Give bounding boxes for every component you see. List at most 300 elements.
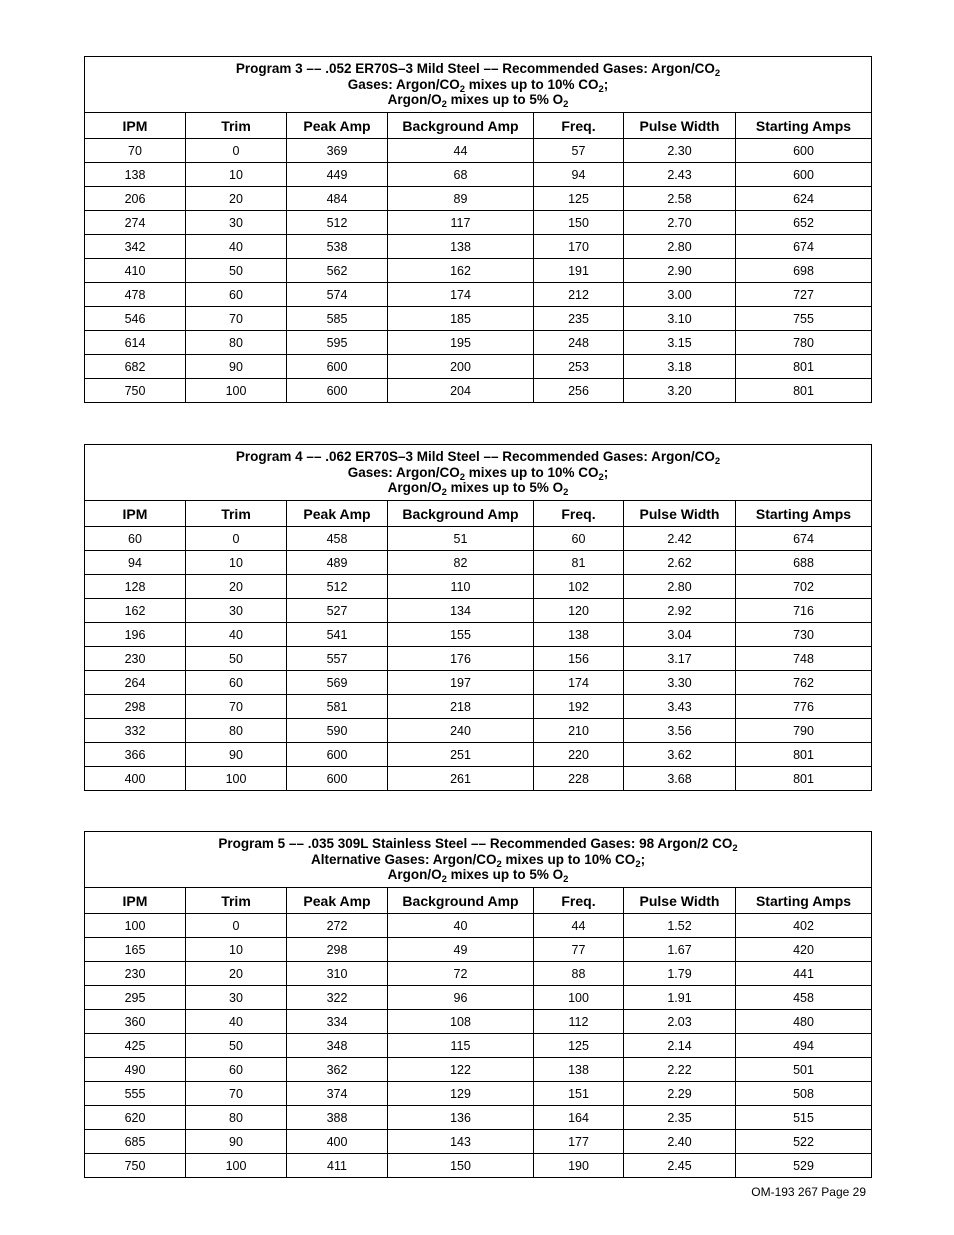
table-cell: 20 [186, 575, 287, 599]
table-row [85, 719, 872, 743]
table-cell: 0 [186, 914, 287, 938]
table-cell: 762 [736, 671, 872, 695]
table-cell: 143 [388, 1130, 534, 1154]
table-row [85, 331, 872, 355]
table-cell: 117 [388, 211, 534, 235]
table-cell: 120 [534, 599, 624, 623]
table-cell: 1.79 [624, 962, 736, 986]
table-row [85, 379, 872, 403]
table-cell: 197 [388, 671, 534, 695]
table-row [85, 1058, 872, 1082]
table-cell: 716 [736, 599, 872, 623]
table-cell: 400 [85, 767, 186, 791]
subscript-2: 2 [598, 83, 604, 95]
table-cell: 755 [736, 307, 872, 331]
table-row [85, 1130, 872, 1154]
table-row [85, 1106, 872, 1130]
table-cell: 206 [85, 187, 186, 211]
table-cell: 698 [736, 259, 872, 283]
table-cell: 2.45 [624, 1154, 736, 1178]
table-cell: 60 [186, 671, 287, 695]
table-row [85, 551, 872, 575]
table-cell: 776 [736, 695, 872, 719]
table-cell: 411 [287, 1154, 388, 1178]
table-cell: 3.20 [624, 379, 736, 403]
table-cell: 490 [85, 1058, 186, 1082]
table-cell: 90 [186, 743, 287, 767]
table-cell: 192 [534, 695, 624, 719]
table-cell: 10 [186, 163, 287, 187]
table-cell: 512 [287, 211, 388, 235]
table-cell: 108 [388, 1010, 534, 1034]
table-cell: 10 [186, 551, 287, 575]
title-line3-part: Argon/O [387, 92, 442, 108]
table-cell: 541 [287, 623, 388, 647]
table-cell: 60 [186, 283, 287, 307]
table-cell: 129 [388, 1082, 534, 1106]
table-cell: 155 [388, 623, 534, 647]
table-row [85, 163, 872, 187]
table-cell: 50 [186, 1034, 287, 1058]
table-cell: 562 [287, 259, 388, 283]
column-header: Freq. [534, 113, 624, 139]
table-cell: 174 [388, 283, 534, 307]
table-cell: 210 [534, 719, 624, 743]
table-cell: 100 [186, 379, 287, 403]
column-header: Trim [186, 888, 287, 914]
table-cell: 40 [388, 914, 534, 938]
table-row [85, 938, 872, 962]
table-cell: 100 [534, 986, 624, 1010]
column-header: Starting Amps [736, 501, 872, 527]
table-row [85, 914, 872, 938]
table-row [85, 647, 872, 671]
table-cell: 0 [186, 527, 287, 551]
subscript-2: 2 [563, 99, 569, 111]
table-cell: 600 [736, 163, 872, 187]
table-cell: 150 [388, 1154, 534, 1178]
table-cell: 2.29 [624, 1082, 736, 1106]
table-cell: 230 [85, 647, 186, 671]
table-cell: 334 [287, 1010, 388, 1034]
table-cell: 49 [388, 938, 534, 962]
table-cell: 136 [388, 1106, 534, 1130]
table-cell: 614 [85, 331, 186, 355]
table-cell: 204 [388, 379, 534, 403]
table-cell: 3.15 [624, 331, 736, 355]
program-title [85, 832, 872, 888]
table-cell: 138 [85, 163, 186, 187]
table-cell: 240 [388, 719, 534, 743]
table-cell: 125 [534, 187, 624, 211]
table-cell: 508 [736, 1082, 872, 1106]
table-cell: 400 [287, 1130, 388, 1154]
table-cell: 122 [388, 1058, 534, 1082]
title-line2-part: Alternative Gases: Argon/CO [310, 851, 497, 867]
table-row [85, 527, 872, 551]
table-cell: 3.68 [624, 767, 736, 791]
table-cell: 557 [287, 647, 388, 671]
column-header: Background Amp [388, 113, 534, 139]
table-row [85, 671, 872, 695]
table-cell: 274 [85, 211, 186, 235]
table-cell: 70 [186, 695, 287, 719]
table-cell: 100 [85, 914, 186, 938]
title-line2-part: Gases: Argon/CO [347, 464, 460, 480]
table-cell: 489 [287, 551, 388, 575]
program-title [85, 57, 872, 113]
table-cell: 70 [85, 139, 186, 163]
table-row [85, 211, 872, 235]
table-cell: 322 [287, 986, 388, 1010]
table-cell: 410 [85, 259, 186, 283]
table-cell: 801 [736, 355, 872, 379]
table-cell: 600 [287, 743, 388, 767]
page-footer: OM-193 267 Page 29 [751, 1185, 866, 1199]
table-cell: 748 [736, 647, 872, 671]
table-cell: 298 [85, 695, 186, 719]
table-cell: 348 [287, 1034, 388, 1058]
subscript-2: 2 [714, 68, 721, 80]
table-cell: 228 [534, 767, 624, 791]
table-cell: 162 [85, 599, 186, 623]
table-cell: 50 [186, 647, 287, 671]
program-table [84, 444, 872, 791]
table-cell: 2.70 [624, 211, 736, 235]
table-cell: 185 [388, 307, 534, 331]
table-cell: 574 [287, 283, 388, 307]
table-cell: 555 [85, 1082, 186, 1106]
table-row [85, 575, 872, 599]
table-cell: 253 [534, 355, 624, 379]
table-cell: 212 [534, 283, 624, 307]
table-row [85, 599, 872, 623]
table-cell: 780 [736, 331, 872, 355]
column-header: Trim [186, 113, 287, 139]
table-cell: 138 [388, 235, 534, 259]
table-cell: 538 [287, 235, 388, 259]
table-cell: 90 [186, 1130, 287, 1154]
table-cell: 176 [388, 647, 534, 671]
table-row [85, 695, 872, 719]
table-cell: 674 [736, 527, 872, 551]
title-line2-part: ; [603, 76, 609, 92]
table-row [85, 283, 872, 307]
column-header: Pulse Width [624, 113, 736, 139]
table-cell: 581 [287, 695, 388, 719]
header-row [85, 113, 872, 139]
title-line2-part: mixes up to 10% CO [501, 851, 636, 867]
table-cell: 81 [534, 551, 624, 575]
table-cell: 2.35 [624, 1106, 736, 1130]
subscript-2: 2 [459, 471, 465, 483]
title-line2-part: ; [640, 851, 646, 867]
table-cell: 2.80 [624, 575, 736, 599]
table-row [85, 1010, 872, 1034]
table-cell: 261 [388, 767, 534, 791]
subscript-2: 2 [598, 471, 604, 483]
column-header: IPM [85, 888, 186, 914]
table-cell: 441 [736, 962, 872, 986]
subscript-2: 2 [563, 874, 569, 886]
table-cell: 369 [287, 139, 388, 163]
table-cell: 332 [85, 719, 186, 743]
table-cell: 248 [534, 331, 624, 355]
table-cell: 138 [534, 1058, 624, 1082]
column-header: Freq. [534, 501, 624, 527]
column-header: Peak Amp [287, 501, 388, 527]
column-header: Peak Amp [287, 888, 388, 914]
subscript-2: 2 [635, 858, 641, 870]
table-cell: 162 [388, 259, 534, 283]
table-cell: 449 [287, 163, 388, 187]
column-header: Background Amp [388, 501, 534, 527]
table-cell: 89 [388, 187, 534, 211]
table-cell: 3.10 [624, 307, 736, 331]
program-title [85, 445, 872, 501]
table-cell: 494 [736, 1034, 872, 1058]
table-row [85, 986, 872, 1010]
table-cell: 235 [534, 307, 624, 331]
table-cell: 801 [736, 767, 872, 791]
table-cell: 420 [736, 938, 872, 962]
table-row [85, 623, 872, 647]
table-row [85, 187, 872, 211]
title-line1: Program 5 –– .035 309L Stainless Steel –– Recommended Gases: 98 Argon/2 CO [218, 836, 733, 852]
table-cell: 342 [85, 235, 186, 259]
table-cell: 3.62 [624, 743, 736, 767]
table-cell: 458 [736, 986, 872, 1010]
title-line3-part: mixes up to 5% O [446, 867, 564, 883]
subscript-2: 2 [441, 487, 447, 499]
table-cell: 174 [534, 671, 624, 695]
table-cell: 80 [186, 1106, 287, 1130]
table-cell: 484 [287, 187, 388, 211]
table-row [85, 743, 872, 767]
table-cell: 478 [85, 283, 186, 307]
table-cell: 3.56 [624, 719, 736, 743]
table-row [85, 1154, 872, 1178]
table-cell: 685 [85, 1130, 186, 1154]
table-cell: 70 [186, 1082, 287, 1106]
table-cell: 515 [736, 1106, 872, 1130]
table-cell: 295 [85, 986, 186, 1010]
table-cell: 80 [186, 719, 287, 743]
table-cell: 527 [287, 599, 388, 623]
subscript-2: 2 [732, 843, 738, 855]
table-cell: 362 [287, 1058, 388, 1082]
table-cell: 70 [186, 307, 287, 331]
table-row [85, 307, 872, 331]
table-cell: 156 [534, 647, 624, 671]
table-cell: 590 [287, 719, 388, 743]
table-cell: 10 [186, 938, 287, 962]
table-cell: 51 [388, 527, 534, 551]
table-cell: 191 [534, 259, 624, 283]
column-header: Background Amp [388, 888, 534, 914]
table-cell: 30 [186, 211, 287, 235]
table-cell: 200 [388, 355, 534, 379]
title-line2-part: mixes up to 10% CO [464, 464, 599, 480]
table-cell: 177 [534, 1130, 624, 1154]
table-cell: 44 [388, 139, 534, 163]
table-cell: 272 [287, 914, 388, 938]
table-cell: 2.14 [624, 1034, 736, 1058]
table-cell: 100 [186, 1154, 287, 1178]
table-cell: 801 [736, 743, 872, 767]
table-cell: 125 [534, 1034, 624, 1058]
table-cell: 374 [287, 1082, 388, 1106]
table-cell: 50 [186, 259, 287, 283]
table-cell: 3.04 [624, 623, 736, 647]
table-cell: 60 [534, 527, 624, 551]
table-cell: 501 [736, 1058, 872, 1082]
title-line3-part: mixes up to 5% O [446, 480, 564, 496]
table-cell: 77 [534, 938, 624, 962]
table-cell: 585 [287, 307, 388, 331]
table-cell: 57 [534, 139, 624, 163]
table-cell: 569 [287, 671, 388, 695]
header-row [85, 501, 872, 527]
column-header: Freq. [534, 888, 624, 914]
table-cell: 682 [85, 355, 186, 379]
table-cell: 3.30 [624, 671, 736, 695]
table-cell: 727 [736, 283, 872, 307]
table-row [85, 355, 872, 379]
table-cell: 40 [186, 1010, 287, 1034]
table-cell: 425 [85, 1034, 186, 1058]
table-row [85, 1082, 872, 1106]
table-cell: 190 [534, 1154, 624, 1178]
table-cell: 750 [85, 1154, 186, 1178]
table-cell: 44 [534, 914, 624, 938]
table-cell: 310 [287, 962, 388, 986]
table-cell: 170 [534, 235, 624, 259]
title-line3-part: Argon/O [387, 480, 442, 496]
table-cell: 360 [85, 1010, 186, 1034]
table-cell: 790 [736, 719, 872, 743]
table-cell: 2.92 [624, 599, 736, 623]
table-cell: 110 [388, 575, 534, 599]
table-cell: 750 [85, 379, 186, 403]
program-table [84, 56, 872, 403]
table-cell: 264 [85, 671, 186, 695]
title-line2-part: mixes up to 10% CO [464, 76, 599, 92]
subscript-2: 2 [441, 874, 447, 886]
table-cell: 801 [736, 379, 872, 403]
table-cell: 256 [534, 379, 624, 403]
table-cell: 94 [85, 551, 186, 575]
table-cell: 96 [388, 986, 534, 1010]
table-cell: 230 [85, 962, 186, 986]
table-cell: 88 [534, 962, 624, 986]
table-cell: 94 [534, 163, 624, 187]
table-cell: 3.17 [624, 647, 736, 671]
table-cell: 82 [388, 551, 534, 575]
program-table [84, 831, 872, 1178]
table-cell: 218 [388, 695, 534, 719]
table-cell: 40 [186, 623, 287, 647]
subscript-2: 2 [714, 456, 721, 468]
table-cell: 366 [85, 743, 186, 767]
table-cell: 1.67 [624, 938, 736, 962]
table-row [85, 259, 872, 283]
table-cell: 688 [736, 551, 872, 575]
table-cell: 100 [186, 767, 287, 791]
table-cell: 20 [186, 962, 287, 986]
title-line2-part: ; [603, 464, 609, 480]
table-cell: 30 [186, 986, 287, 1010]
table-cell: 195 [388, 331, 534, 355]
table-cell: 2.90 [624, 259, 736, 283]
table-cell: 115 [388, 1034, 534, 1058]
table-cell: 2.58 [624, 187, 736, 211]
header-row [85, 888, 872, 914]
table-row [85, 139, 872, 163]
table-cell: 150 [534, 211, 624, 235]
table-cell: 600 [287, 355, 388, 379]
column-header: Peak Amp [287, 113, 388, 139]
table-cell: 1.52 [624, 914, 736, 938]
table-cell: 730 [736, 623, 872, 647]
table-cell: 60 [186, 1058, 287, 1082]
column-header: IPM [85, 501, 186, 527]
table-row [85, 962, 872, 986]
column-header: Pulse Width [624, 888, 736, 914]
table-cell: 600 [287, 379, 388, 403]
subscript-2: 2 [563, 487, 569, 499]
table-cell: 251 [388, 743, 534, 767]
table-cell: 196 [85, 623, 186, 647]
table-cell: 164 [534, 1106, 624, 1130]
table-cell: 3.00 [624, 283, 736, 307]
table-cell: 128 [85, 575, 186, 599]
table-cell: 546 [85, 307, 186, 331]
title-line3-part: Argon/O [387, 867, 442, 883]
column-header: IPM [85, 113, 186, 139]
table-cell: 2.80 [624, 235, 736, 259]
table-row [85, 1034, 872, 1058]
table-cell: 72 [388, 962, 534, 986]
table-cell: 80 [186, 331, 287, 355]
table-cell: 90 [186, 355, 287, 379]
table-cell: 165 [85, 938, 186, 962]
table-cell: 3.18 [624, 355, 736, 379]
table-cell: 600 [736, 139, 872, 163]
table-cell: 652 [736, 211, 872, 235]
table-cell: 3.43 [624, 695, 736, 719]
table-cell: 674 [736, 235, 872, 259]
table-cell: 102 [534, 575, 624, 599]
table-cell: 402 [736, 914, 872, 938]
table-cell: 20 [186, 187, 287, 211]
table-cell: 624 [736, 187, 872, 211]
title-line3-part: mixes up to 5% O [446, 92, 564, 108]
table-cell: 220 [534, 743, 624, 767]
title-line2-part: Gases: Argon/CO [347, 76, 460, 92]
table-cell: 2.03 [624, 1010, 736, 1034]
table-cell: 2.22 [624, 1058, 736, 1082]
table-row [85, 767, 872, 791]
column-header: Starting Amps [736, 113, 872, 139]
table-cell: 1.91 [624, 986, 736, 1010]
title-line1: Program 3 –– .052 ER70S–3 Mild Steel –– Recommended Gases: Argon/CO [235, 61, 715, 77]
subscript-2: 2 [441, 99, 447, 111]
title-line1: Program 4 –– .062 ER70S–3 Mild Steel –– Recommended Gases: Argon/CO [235, 449, 715, 465]
table-cell: 68 [388, 163, 534, 187]
table-cell: 151 [534, 1082, 624, 1106]
table-cell: 112 [534, 1010, 624, 1034]
